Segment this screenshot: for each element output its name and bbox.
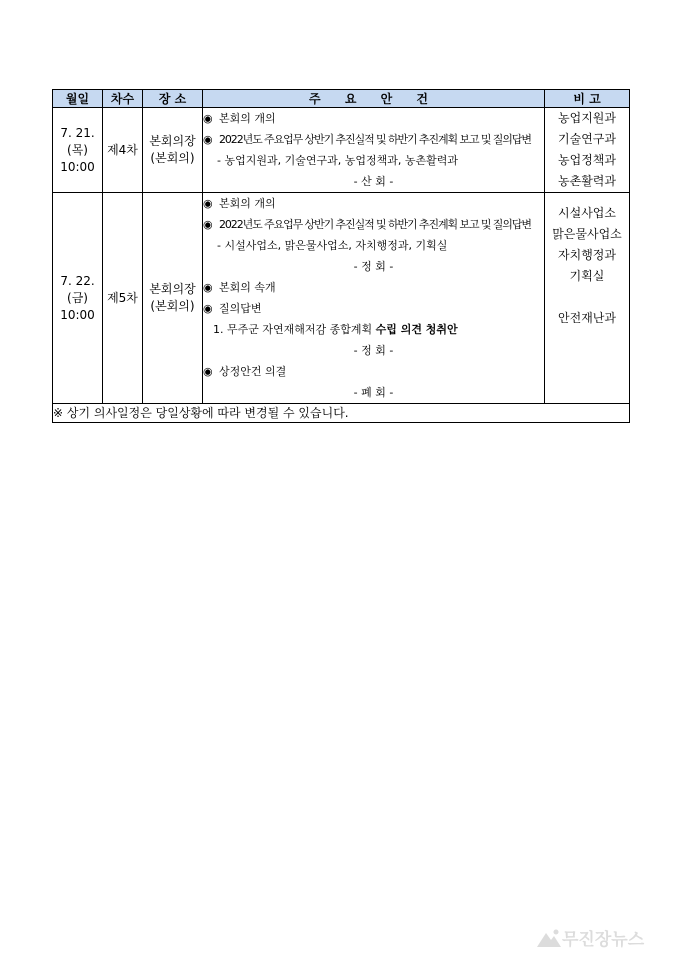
agenda-item [203,298,544,319]
place-line: 본회의장 [149,134,196,148]
agenda-text: 본회의 속개 [219,281,276,294]
bullet-icon: ◉ [203,218,212,231]
place-line: 본회의장 [149,282,196,296]
note-line: 기술연구과 [558,132,616,146]
agenda-text: 상정안건 의결 [219,365,287,378]
time-line: 10:00 [60,307,95,322]
agenda-item [203,277,544,298]
header-round: 차수 [103,90,143,108]
note-line: 농촌활력과 [558,174,616,188]
mountain-icon [536,928,562,953]
time-line: 10:00 [60,159,95,174]
agenda-text: 본회의 개의 [219,112,276,125]
date-line: 7. 21. [60,125,95,140]
header-row [53,90,630,108]
bullet-icon: ◉ [203,133,212,146]
session-row [53,193,630,404]
header-agenda: 주 요 안 건 [203,90,545,108]
session-note [545,108,630,193]
agenda-subitem: - 농업지원과, 기술연구과, 농업정책과, 농촌활력과 [217,154,458,167]
session-round: 제5차 [103,193,143,404]
bullet-icon: ◉ [203,197,213,210]
note-line: 안전재난과 [558,311,616,325]
agenda-text: 2022년도 주요업무 상반기 추진실적 및 하반기 추진계획 보고 및 질의답변 [219,133,531,146]
agenda-item [203,361,544,382]
session-date [53,193,103,404]
agenda-marker: - 폐 회 - [353,386,394,399]
session-place [143,108,203,193]
watermark-text: 무진장뉴스 [562,930,645,950]
note-line: 농업지원과 [558,111,616,125]
agenda-marker: - 산 회 - [353,175,394,188]
agenda-subitem [203,319,544,340]
note-line: 기획실 [569,269,605,283]
watermark [536,925,672,953]
agenda-text-bold: 수립 의견 청취안 [375,323,458,336]
weekday-line: (목) [67,142,88,157]
place-type-line: (본회의) [150,299,195,313]
place-type-line: (본회의) [150,151,195,165]
note-line: 시설사업소 [558,206,616,220]
date-line: 7. 22. [60,273,95,288]
session-agenda [203,193,545,404]
bullet-icon: ◉ [203,365,213,378]
bullet-icon: ◉ [203,302,213,315]
footer-row [53,404,630,423]
session-date [53,108,103,193]
note-line: 맑은물사업소 [552,227,622,241]
agenda-text: 2022년도 주요업무 상반기 추진실적 및 하반기 추진계획 보고 및 질의답변 [219,218,531,231]
agenda-subitem: - 시설사업소, 맑은물사업소, 자치행정과, 기획실 [217,239,448,252]
session-agenda [203,108,545,193]
agenda-marker: - 정 회 - [353,344,394,357]
note-line: 자치행정과 [558,248,616,262]
weekday-line: (금) [67,290,88,305]
session-place [143,193,203,404]
session-note [545,193,630,404]
bullet-icon: ◉ [203,281,213,294]
header-note: 비 고 [545,90,630,108]
note-line: 농업정책과 [558,153,616,167]
header-date: 월일 [53,90,103,108]
agenda-marker: - 정 회 - [353,260,394,273]
agenda-item [203,129,544,150]
session-row [53,108,630,193]
agenda-item [203,214,544,235]
agenda-text: 질의답변 [219,302,262,315]
header-place: 장 소 [143,90,203,108]
agenda-item [203,108,544,129]
agenda-text: 본회의 개의 [219,197,276,210]
note-spacer [545,287,629,308]
agenda-item [203,193,544,214]
agenda-text: 1. 무주군 자연재해저감 종합계획 [213,323,376,336]
footer-note: ※ 상기 의사일정은 당일상황에 따라 변경될 수 있습니다. [53,404,630,423]
session-round: 제4차 [103,108,143,193]
bullet-icon: ◉ [203,112,213,125]
schedule-table [52,89,630,423]
